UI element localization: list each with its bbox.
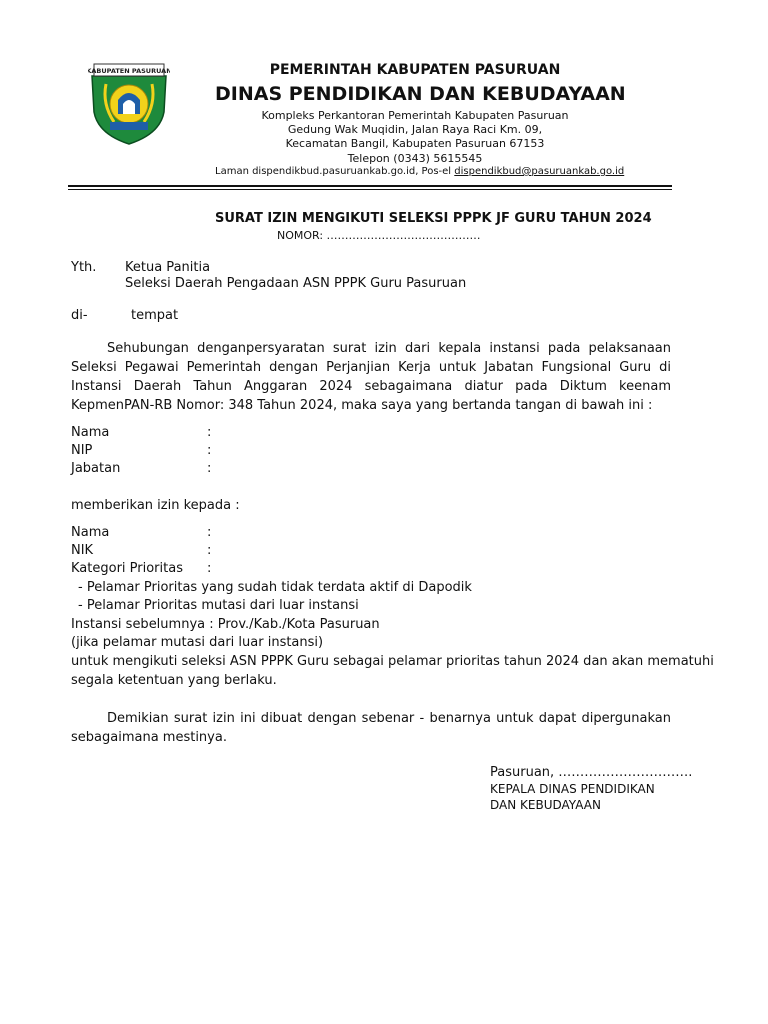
letter-number: NOMOR: …………………………………… — [277, 229, 481, 242]
previous-instansi-note: (jika pelamar mutasi dari luar instansi) — [71, 635, 324, 650]
signer-position-colon: : — [207, 461, 212, 476]
signer-position-label: Jabatan — [71, 461, 121, 476]
recipient-line-1: Ketua Panitia — [125, 260, 211, 275]
signature-role-1: KEPALA DINAS PENDIDIKAN — [490, 782, 655, 796]
recipient-line-2: Seleksi Daerah Pengadaan ASN PPPK Guru Pasuruan — [125, 276, 467, 291]
body-paragraph: Sehubungan denganpersyaratan surat izin dari kepala instansi pada pelaksanaan Seleksi Pegawai Pemerintah dengan Perjanjian Kerja untuk Jabatan Fungsional Guru di Instansi Daerah Tahun Anggaran 2024 sebagaimana diatur pada Diktum keenam KepmenPAN-RB Nomor: 348 Tahun 2024, maka saya yang bertanda tangan di bawah ini : — [71, 341, 671, 413]
header-rule-thick — [68, 185, 672, 187]
purpose-line-2: segala ketentuan yang berlaku. — [71, 673, 277, 688]
header-rule-thin — [68, 189, 672, 190]
signer-nip-label: NIP — [71, 443, 93, 458]
web-prefix: Laman dispendikbud.pasuruankab.go.id, Pos-el — [215, 166, 455, 177]
recipient-place: tempat — [131, 308, 179, 323]
grantee-nik-colon: : — [207, 543, 212, 558]
address-line-3: Kecamatan Bangil, Kabupaten Pasuruan 67153 — [285, 137, 545, 150]
previous-instansi: Instansi sebelumnya : Prov./Kab./Kota Pasuruan — [71, 617, 380, 632]
address-line-1: Kompleks Perkantoran Pemerintah Kabupaten Pasuruan — [261, 109, 569, 122]
web-line — [215, 166, 625, 177]
priority-option-1: - Pelamar Prioritas yang sudah tidak terdata aktif di Dapodik — [78, 580, 472, 595]
agency-name: DINAS PENDIDIKAN DAN KEBUDAYAAN — [215, 83, 626, 105]
grantee-name-label: Nama — [71, 525, 110, 540]
address-line-2: Gedung Wak Muqidin, Jalan Raya Raci Km. 09, — [287, 123, 543, 136]
grantee-nik-label: NIK — [71, 543, 94, 558]
kabupaten-pasuruan-emblem — [88, 62, 170, 146]
emblem-text: KABUPATEN PASURUAN — [88, 67, 170, 75]
grantee-category-colon: : — [207, 561, 212, 576]
grant-text: memberikan izin kepada : — [71, 498, 240, 513]
yth-label: Yth. — [71, 260, 97, 275]
di-label: di- — [71, 308, 88, 323]
signer-name-colon: : — [207, 425, 212, 440]
signature-role-2: DAN KEBUDAYAAN — [490, 798, 601, 812]
signer-nip-colon: : — [207, 443, 212, 458]
grantee-name-colon: : — [207, 525, 212, 540]
signature-place-date: Pasuruan, …………………………. — [490, 765, 693, 780]
closing-paragraph: Demikian surat izin ini dibuat dengan sebenar - benarnya untuk dapat dipergunakan sebagaimana mestinya. — [71, 711, 671, 745]
phone-line: Telepon (0343) 5615545 — [347, 152, 483, 165]
signer-name-label: Nama — [71, 425, 110, 440]
priority-option-2: - Pelamar Prioritas mutasi dari luar instansi — [78, 598, 359, 613]
email-link[interactable]: dispendikbud@pasuruankab.go.id — [454, 166, 625, 177]
gov-line: PEMERINTAH KABUPATEN PASURUAN — [269, 62, 561, 78]
grantee-category-label: Kategori Prioritas — [71, 561, 183, 576]
letter-title: SURAT IZIN MENGIKUTI SELEKSI PPPK JF GURU TAHUN 2024 — [215, 211, 652, 226]
purpose-line-1: untuk mengikuti seleksi ASN PPPK Guru sebagai pelamar prioritas tahun 2024 dan akan mematuhi — [71, 654, 714, 669]
